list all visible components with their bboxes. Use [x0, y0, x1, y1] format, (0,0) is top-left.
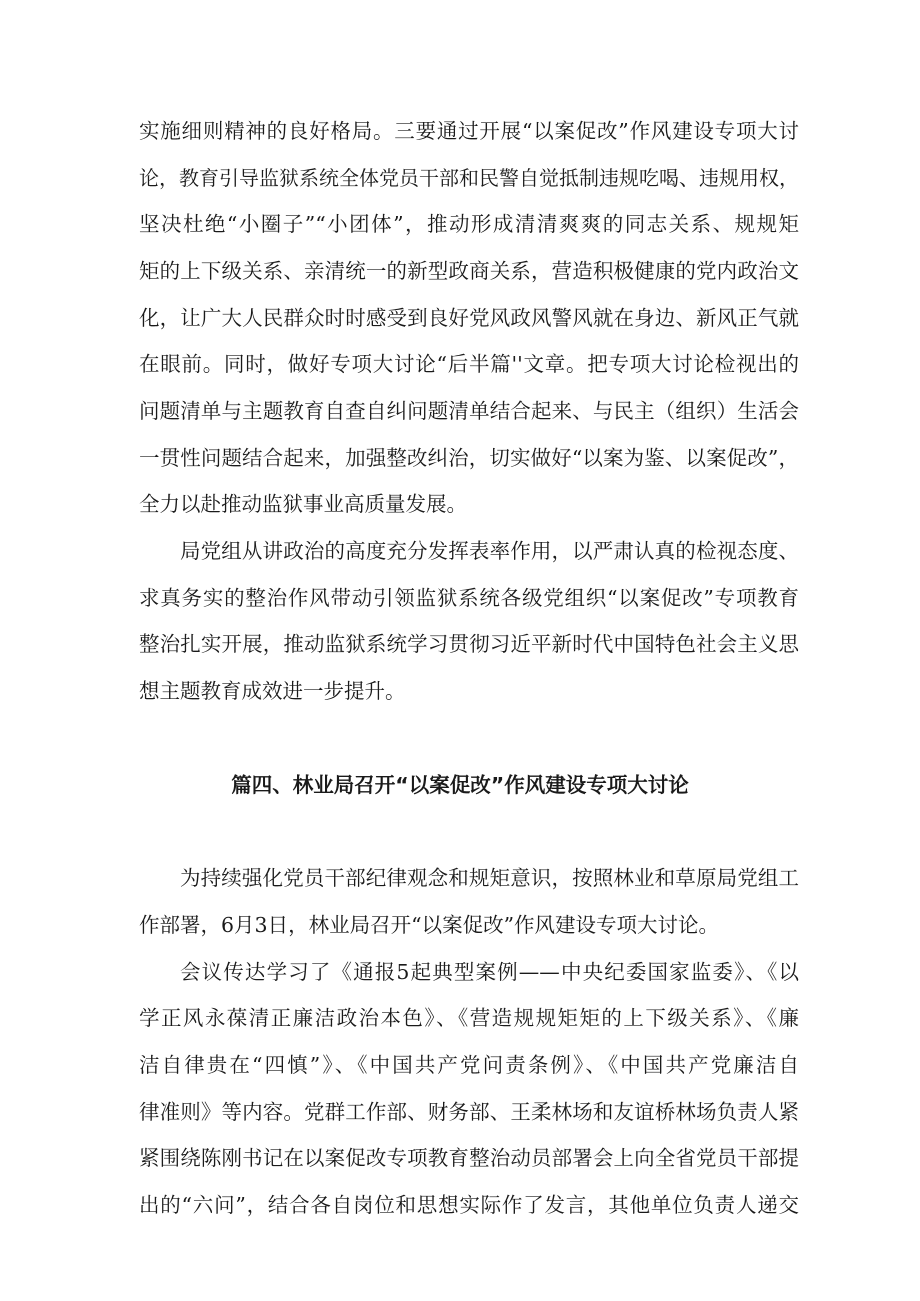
text-line: 问题清单与主题教育自查自纠问题清单结合起来、与民主（组织）生活会 — [139, 399, 799, 423]
text-line: 学正风永葆清正廉洁政治本色》、《营造规规矩矩的上下级关系》、《廉 — [139, 1006, 799, 1030]
text-line: 为持续强化党员干部纪律观念和规矩意识，按照林业和草原局党组工 — [180, 866, 799, 890]
text-line: 律准则》等内容。党群工作部、财务部、王柔林场和友谊桥林场负责人紧 — [139, 1100, 799, 1124]
text-line: 会议传达学习了《通报5起典型案例——中央纪委国家监委》、《以 — [180, 960, 799, 984]
text-line: 实施细则精神的良好格局。三要通过开展“以案促改”作风建设专项大讨 — [139, 119, 799, 143]
section-title: 篇四、林业局召开“以案促改”作风建设专项大讨论 — [231, 773, 689, 797]
text-line: 一贯性问题结合起来，加强整改纠治，切实做好“以案为鉴、以案促改”， — [139, 446, 799, 470]
text-line: 求真务实的整治作风带动引领监狱系统各级党组织“以案促改”专项教育 — [139, 586, 799, 610]
text-line: 论，教育引导监狱系统全体党员干部和民警自觉抵制违规吃喝、违规用权， — [139, 166, 799, 190]
text-line: 整治扎实开展，推动监狱系统学习贯彻习近平新时代中国特色社会主义思 — [139, 632, 799, 656]
text-line: 坚决杜绝“小圈子”“小团体”，推动形成清清爽爽的同志关系、规规矩 — [139, 212, 799, 236]
text-line: 局党组从讲政治的高度充分发挥表率作用，以严肃认真的检视态度、 — [180, 539, 799, 563]
text-line: 化，让广大人民群众时时感受到良好党风政风警风就在身边、新风正气就 — [139, 306, 799, 330]
text-line: 矩的上下级关系、亲清统一的新型政商关系，营造积极健康的党内政治文 — [139, 259, 799, 283]
text-line: 洁自律贵在“四慎”》、《中国共产党问责条例》、《中国共产党廉洁自 — [139, 1053, 799, 1077]
text-line: 在眼前。同时，做好专项大讨论“后半篇''文章。把专项大讨论检视出的 — [139, 352, 799, 376]
text-line: 紧围绕陈刚书记在以案促改专项教育整治动员部署会上向全省党员干部提 — [139, 1146, 799, 1170]
text-line: 想主题教育成效进一步提升。 — [139, 679, 406, 703]
text-line: 出的“六问”，结合各自岗位和思想实际作了发言，其他单位负责人递交 — [139, 1193, 799, 1217]
text-line: 作部署，6月3日，林业局召开“以案促改”作风建设专项大讨论。 — [139, 913, 720, 937]
text-line: 全力以赴推动监狱事业高质量发展。 — [139, 492, 467, 516]
